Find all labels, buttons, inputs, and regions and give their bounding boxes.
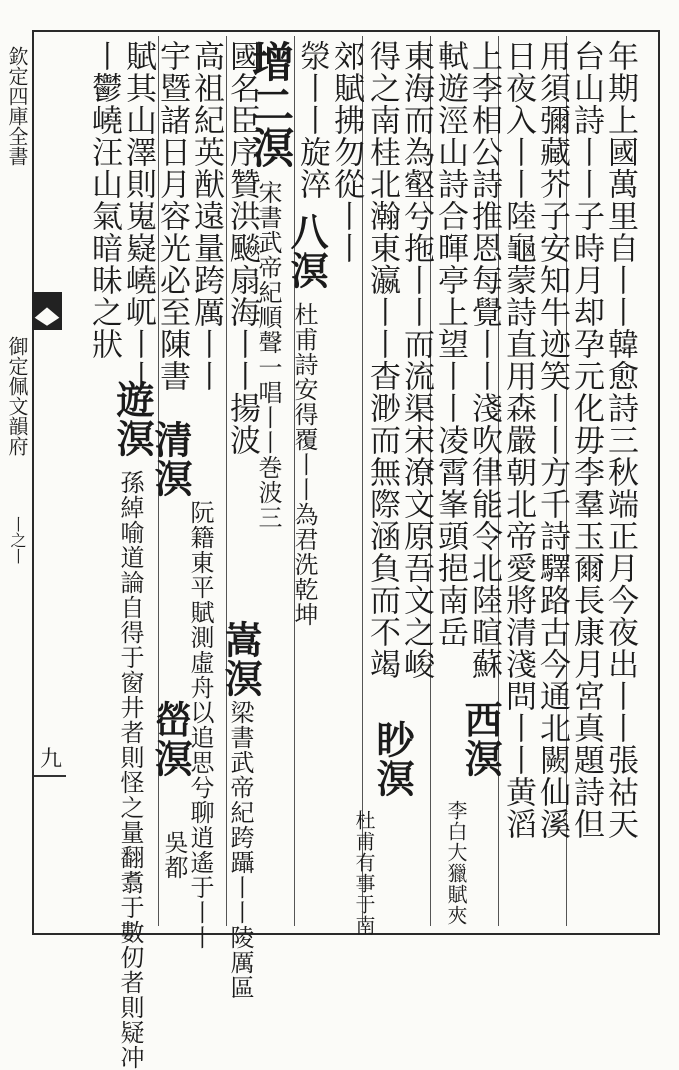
heading-ying-ming-note: 吳都 xyxy=(160,830,188,880)
text-column-14: 宇暨諸日月容光必至陳書 xyxy=(154,40,190,392)
text-column-15: 賦其山澤則嵬嶷嶢屼丨丨 xyxy=(120,40,156,392)
juan-mark: 丨之丨 xyxy=(8,516,27,564)
heading-you-ming-note: 孫綽喻道論自得于窗井者則怪之量翻翥于數仞者則疑冲 xyxy=(116,470,144,1070)
heading-song-ming: 嵩溟 xyxy=(218,620,263,698)
text-column-6: 軾遊涇山詩合暉亭上望丨丨凌霄峯頭挹南岳 xyxy=(432,40,468,648)
text-column-12: 國名臣序贊洪飈扇海丨丨揚波 xyxy=(224,40,260,456)
page-number-rule xyxy=(34,775,66,777)
section-title: 御定佩文韻府 xyxy=(5,336,29,456)
heading-qing-ming-note: 阮籍東平賦測虛舟以追思兮聊逍遙于丨丨 xyxy=(186,500,214,950)
heading-zeng: 增二溟 xyxy=(246,40,295,169)
heading-miao-ming: 眇溟 xyxy=(370,720,415,798)
heading-miao-ming-note: 杜甫有事于南 xyxy=(352,810,376,936)
text-column-7: 東海而為壑兮拖丨丨而流渠宋潦文原吾文之峻 xyxy=(398,40,434,680)
text-column-10: 滎丨丨旋淬 xyxy=(294,40,330,200)
text-column-8: 得之南桂北瀚東瀛丨丨杳渺而無際涵負而不竭 xyxy=(364,40,400,680)
heading-xi-ming: 西溟 xyxy=(458,700,503,778)
heading-song-ming-note: 梁書武帝紀跨躡丨丨陵厲區 xyxy=(226,700,254,1000)
margin-strip xyxy=(0,36,34,931)
text-column-4: 日夜入丨丨陸龜蒙詩直用森嚴朝北帝愛將清淺問丨丨黄滔 xyxy=(500,40,536,840)
heading-ba-ming-note: 杜甫詩安得覆丨丨為君洗乾坤 xyxy=(290,302,318,627)
text-column-9: 郊賦拂勿從丨丨 xyxy=(328,40,364,264)
song-shu-note: 宋書武帝紀順聲一唱丨丨巻波三 xyxy=(254,180,282,530)
text-column-2: 台山詩丨丨子時月却孕元化毋李羣玉爾長康月宮真題詩但 xyxy=(568,40,604,840)
heading-ba-ming: 八溟 xyxy=(284,212,329,290)
text-column-3: 用須彌藏芥子安知牛迹笑丨丨方千詩驛路古今通北闕仙溪 xyxy=(534,40,570,840)
heading-xi-ming-note: 李白大獵賦夾 xyxy=(444,800,468,926)
heading-you-ming: 遊溟 xyxy=(110,380,155,458)
page-number: 九 xyxy=(40,747,63,772)
text-column-1: 年期上國萬里自丨丨韓愈詩三秋端正月今夜出丨丨張祜天 xyxy=(602,40,638,840)
text-column-5: 上李相公詩推恩每覺丨丨淺吹律能令北陸暄蘇 xyxy=(466,40,502,680)
book-title: 欽定四庫全書 xyxy=(5,46,29,166)
heading-qing-ming: 清溟 xyxy=(148,420,193,498)
text-column-16: 丨鬱嶢汪山氣暗昧之狀 xyxy=(86,40,122,360)
text-column-13: 高祖紀英猷遠量跨厲丨丨 xyxy=(188,40,224,392)
heading-ying-ming: 嵤溟 xyxy=(148,700,193,778)
